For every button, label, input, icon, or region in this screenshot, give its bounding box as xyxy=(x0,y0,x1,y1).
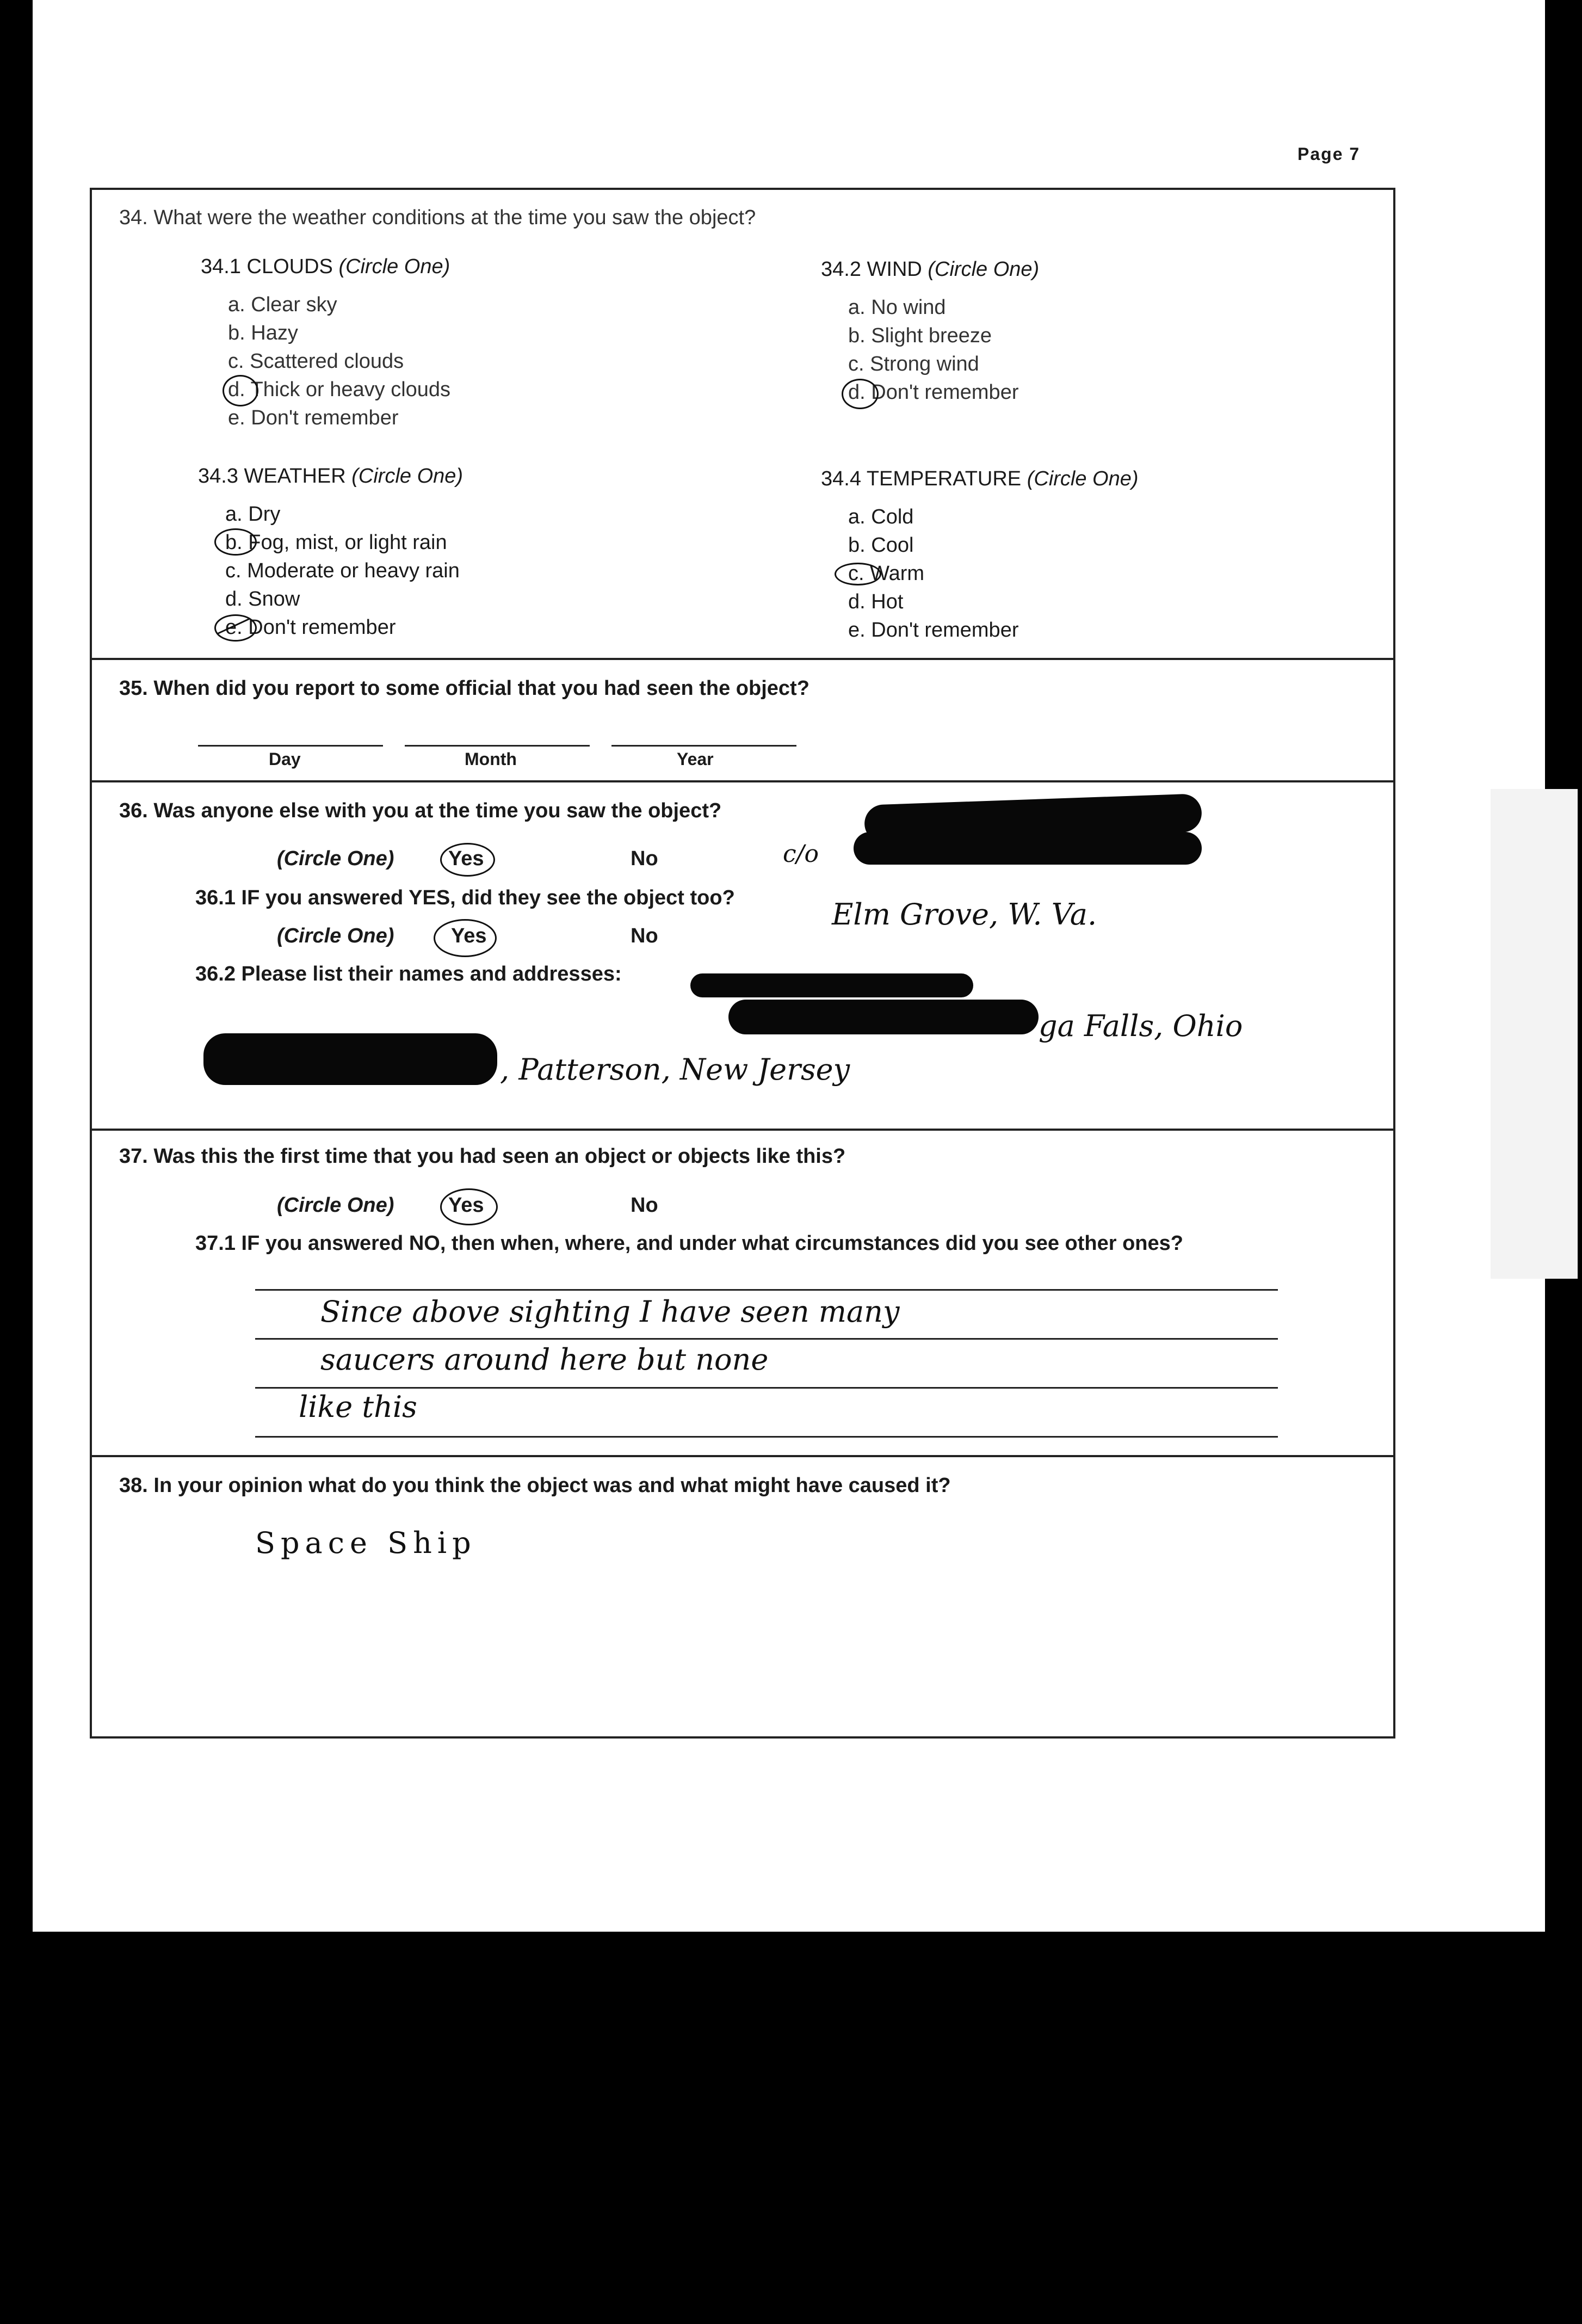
q36-no-option: No xyxy=(631,847,658,870)
clouds-option-a: a. Clear sky xyxy=(228,293,337,316)
answer-line xyxy=(255,1387,1278,1389)
page-number: Page 7 xyxy=(1297,144,1361,164)
q34-clouds-heading: 34.1 CLOUDS (Circle One) xyxy=(201,255,450,278)
wind-option-b: b. Slight breeze xyxy=(848,324,992,347)
section-divider xyxy=(92,780,1393,782)
q36-question: 36. Was anyone else with you at the time you saw the object? xyxy=(119,799,722,822)
q36-handwritten-address-2: ga Falls, Ohio xyxy=(1039,1009,1243,1043)
section-divider xyxy=(92,1455,1393,1457)
q38-question: 38. In your opinion what do you think the object was and what might have caused it? xyxy=(119,1474,951,1497)
clouds-option-e: e. Don't remember xyxy=(228,406,399,429)
q36-1-no-option: No xyxy=(631,924,658,947)
clouds-option-b: b. Hazy xyxy=(228,322,298,344)
q35-year-line xyxy=(611,745,796,747)
wind-option-c: c. Strong wind xyxy=(848,353,979,375)
q36-1-yes-option: Yes xyxy=(451,924,487,947)
q37-handwritten-line-1: Since above sighting I have seen many xyxy=(320,1294,900,1329)
q37-yes-circle-mark xyxy=(440,1188,498,1225)
q35-year-label: Year xyxy=(677,749,714,769)
q36-1-circle-one: (Circle One) xyxy=(277,924,394,947)
q37-yes-option: Yes xyxy=(448,1194,484,1217)
temperature-option-b: b. Cool xyxy=(848,534,914,557)
q36-yes-option: Yes xyxy=(448,847,484,870)
q37-handwritten-line-3: like this xyxy=(299,1390,417,1424)
answer-line xyxy=(255,1289,1278,1291)
q37-question: 37. Was this the first time that you had seen an object or objects like this? xyxy=(119,1145,846,1168)
page-shadow xyxy=(1491,789,1578,1279)
answer-line xyxy=(255,1436,1278,1438)
wind-option-a: a. No wind xyxy=(848,296,946,319)
clouds-option-d: d. Thick or heavy clouds xyxy=(228,378,451,401)
weather-option-a: a. Dry xyxy=(225,503,281,526)
q34-weather-heading: 34.3 WEATHER (Circle One) xyxy=(198,465,464,488)
weather-option-d: d. Snow xyxy=(225,588,300,611)
q35-month-label: Month xyxy=(465,749,517,769)
section-divider xyxy=(92,1129,1393,1131)
q34-temperature-heading: 34.4 TEMPERATURE (Circle One) xyxy=(821,467,1139,490)
q36-circle-one: (Circle One) xyxy=(277,847,394,870)
q37-no-option: No xyxy=(631,1194,658,1217)
q38-handwritten-answer: Space Ship xyxy=(255,1526,477,1560)
weather-option-e: e. Don't remember xyxy=(225,616,396,639)
answer-line xyxy=(255,1338,1278,1340)
q36-handwritten-co: c/o xyxy=(783,840,819,868)
q36-handwritten-address-1: Elm Grove, W. Va. xyxy=(832,897,1097,932)
weather-option-b: b. Fog, mist, or light rain xyxy=(225,531,447,554)
wind-option-d: d. Don't remember xyxy=(848,381,1019,404)
q37-circle-one: (Circle One) xyxy=(277,1194,394,1217)
clouds-option-c: c. Scattered clouds xyxy=(228,350,404,373)
temperature-c-circle-mark xyxy=(835,563,881,585)
q36-yes-circle-mark xyxy=(440,843,495,877)
q36-1-question: 36.1 IF you answered YES, did they see the object too? xyxy=(195,886,735,909)
questionnaire-form xyxy=(90,188,1395,1739)
weather-b-circle-mark xyxy=(214,528,257,556)
q37-handwritten-line-2: saucers around here but none xyxy=(320,1342,769,1377)
q36-handwritten-address-3: , Patterson, New Jersey xyxy=(500,1052,850,1087)
clouds-d-circle-mark xyxy=(223,375,258,406)
temperature-option-c: c. Warm xyxy=(848,562,925,585)
redaction-mark xyxy=(854,832,1202,865)
q35-question: 35. When did you report to some official that you had seen the object? xyxy=(119,677,809,700)
q35-day-line xyxy=(198,745,383,747)
q34-wind-heading: 34.2 WIND (Circle One) xyxy=(821,258,1040,281)
q34-question: 34. What were the weather conditions at the time you saw the object? xyxy=(119,206,756,229)
document-page xyxy=(33,0,1545,1932)
q35-month-line xyxy=(405,745,590,747)
redaction-mark xyxy=(203,1033,497,1085)
redaction-mark xyxy=(728,1000,1039,1034)
wind-d-circle-mark xyxy=(842,379,879,409)
temperature-option-a: a. Cold xyxy=(848,506,914,528)
section-divider xyxy=(92,658,1393,660)
q36-1-yes-circle-mark xyxy=(434,919,497,957)
temperature-option-e: e. Don't remember xyxy=(848,619,1019,642)
q37-1-question: 37.1 IF you answered NO, then when, where, and under what circumstances did you see other ones? xyxy=(195,1232,1184,1255)
q35-day-label: Day xyxy=(269,749,301,769)
temperature-option-d: d. Hot xyxy=(848,590,904,613)
weather-option-c: c. Moderate or heavy rain xyxy=(225,559,460,582)
redaction-mark xyxy=(690,973,973,997)
q36-2-question: 36.2 Please list their names and addresses: xyxy=(195,963,622,985)
